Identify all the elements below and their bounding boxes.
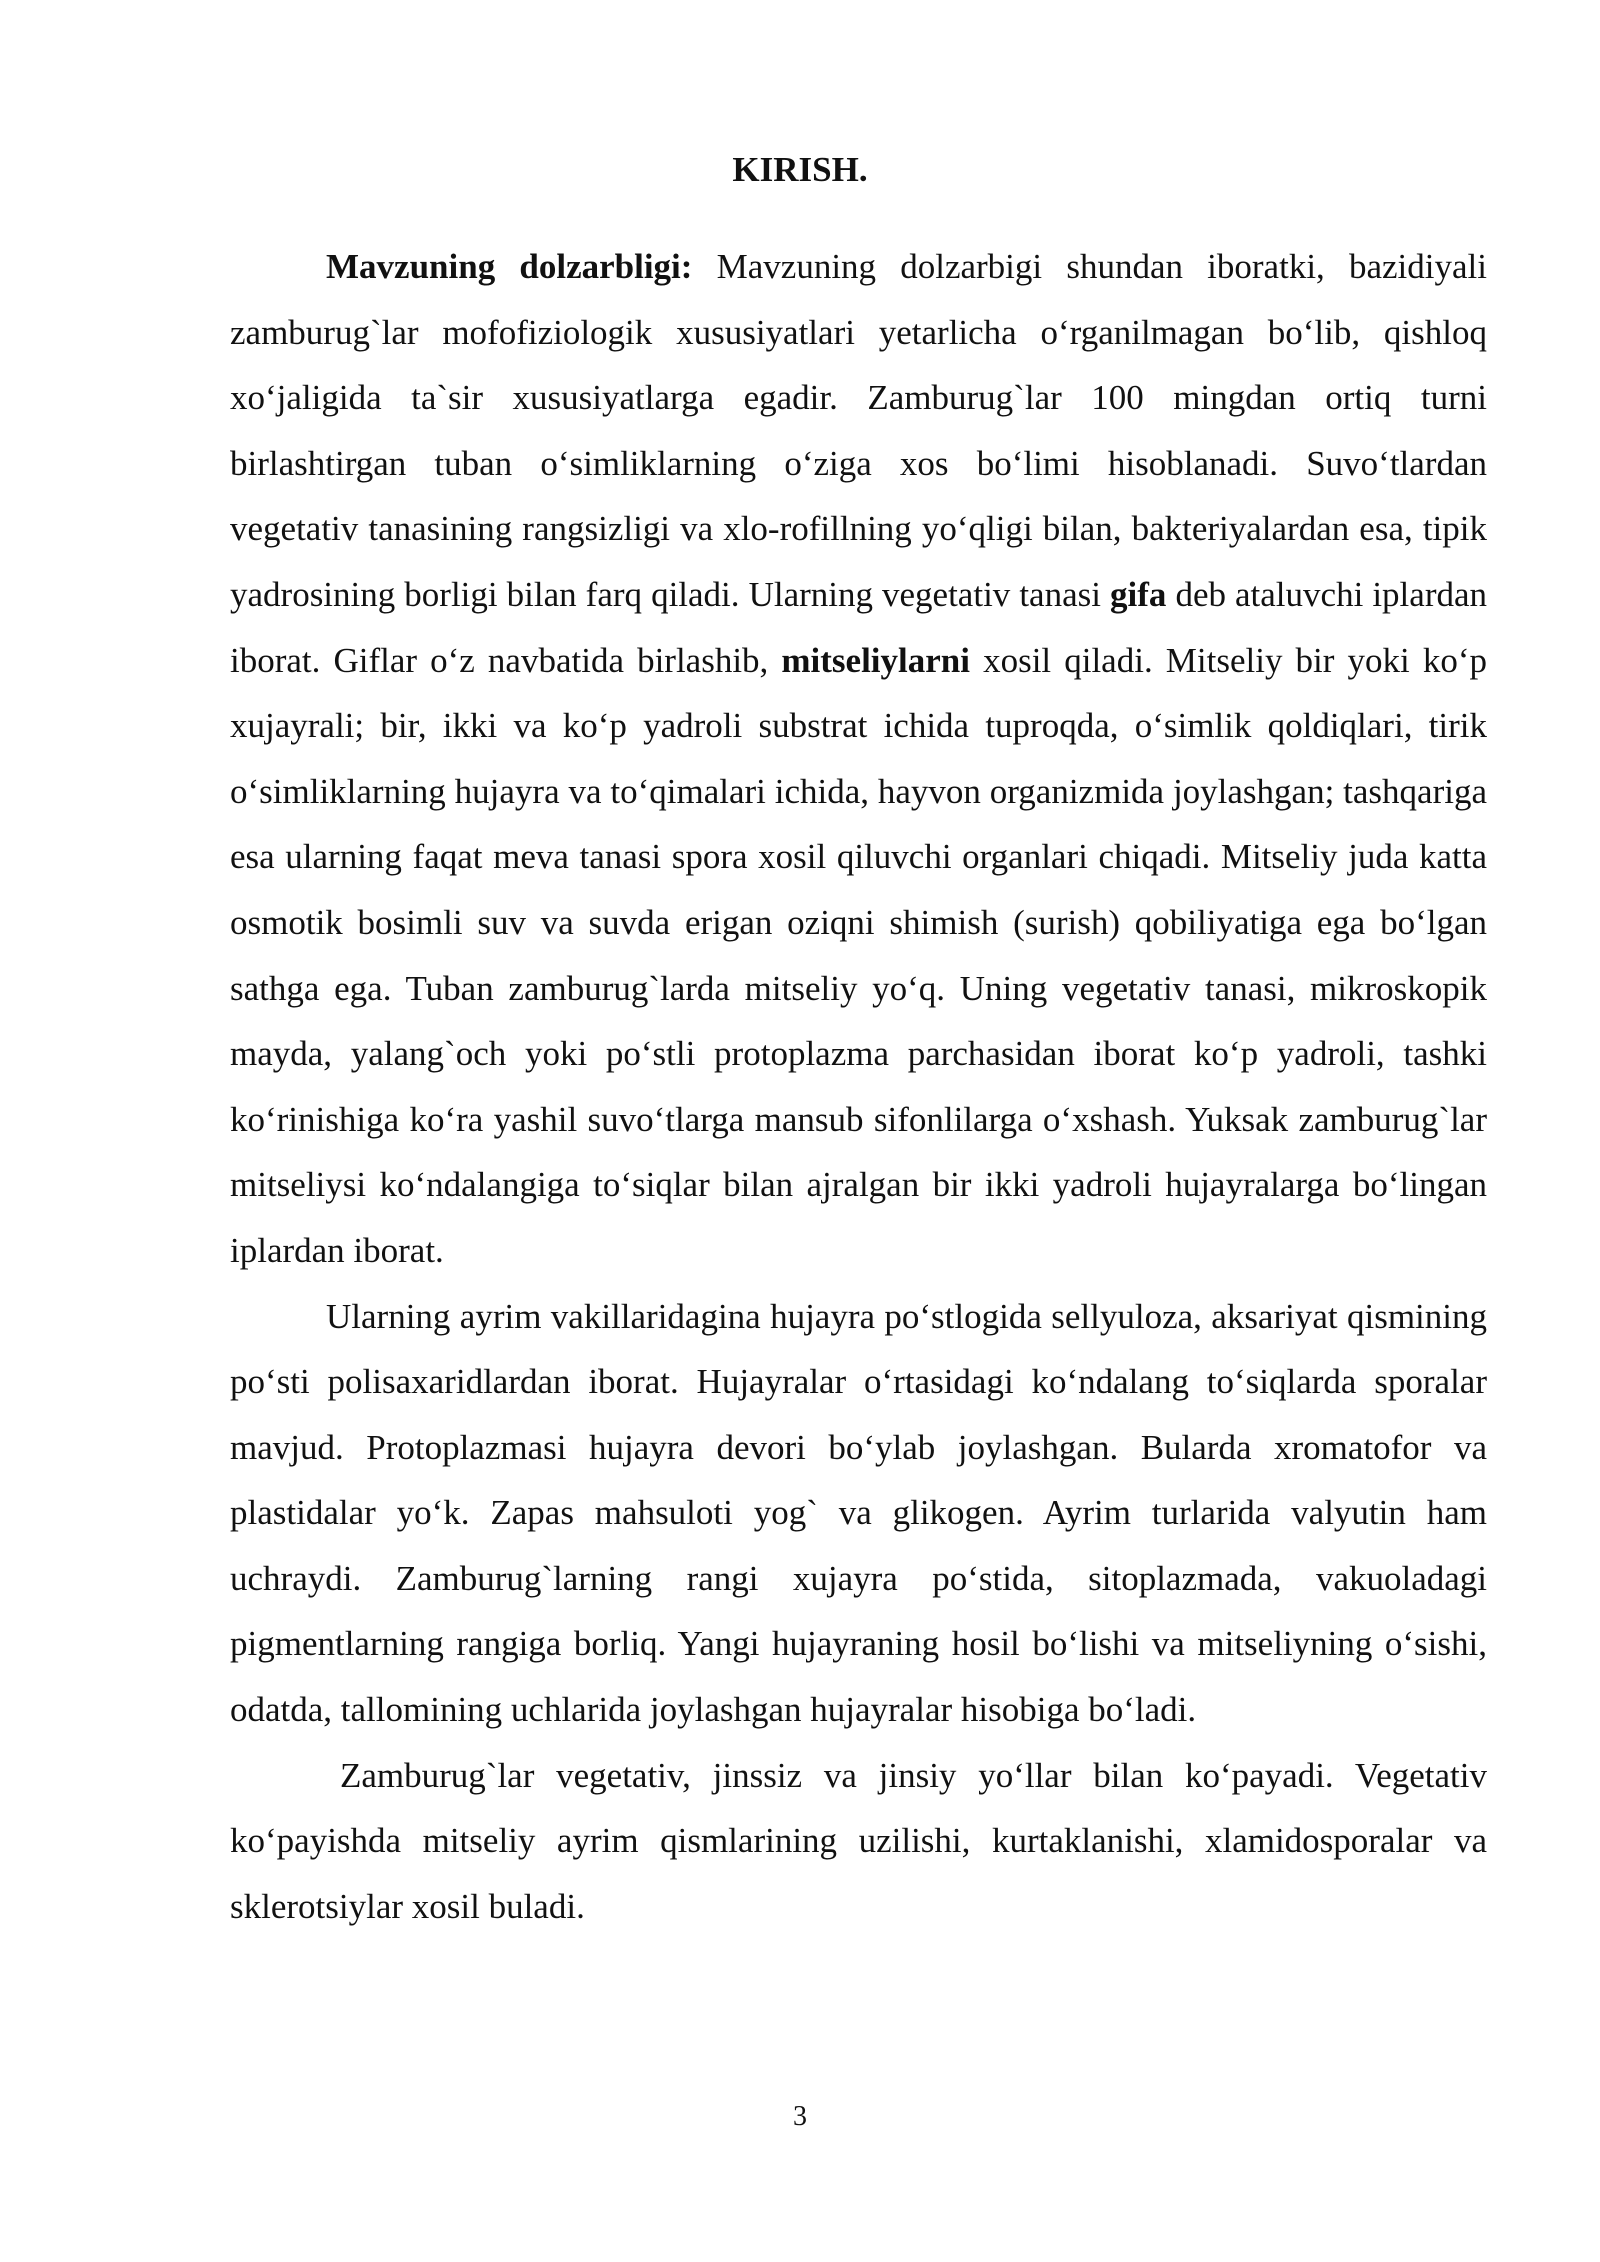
page-title: KIRISH. <box>732 150 868 189</box>
paragraph-hujayra: Ularning ayrim vakillaridagina hujayra po‘stlogida sellyuloza, aksariyat qismining po‘sti polisaxaridlardan iborat. Hujayralar o‘rtasidagi ko‘ndalang to‘siqlarda sporalar mavjud. Protoplazmasi hujayra devori bo‘ylab joylashgan. Bularda xromatofor va plastidalar yo‘k. Zapas mahsuloti yog` va glikogen. Ayrim turlarida valyutin ham uchraydi. Zamburug`larning rangi xujayra po‘stida, sitoplazmada, vakuoladagi pigmentlarning rangiga borliq. Yangi hujayraning hosil bo‘lishi va mitseliyning o‘sishi, odatda, tallomining uchlarida joylashgan hujayralar hisobiga bo‘ladi. <box>230 1296 1487 1730</box>
body-text <box>230 234 1487 1939</box>
paragraph-kopayish: Zamburug`lar vegetativ, jinssiz va jinsiy yo‘llar bilan ko‘payadi. Vegetativ ko‘payishda mitseliy ayrim qismlarining uzilishi, kurtaklanishi, xlamidosporalar va sklerotsiylar xosil buladi. <box>230 1755 1487 1926</box>
page-number: 3 <box>793 2101 807 2132</box>
paragraph-text-segment: deb ataluvchi iplardan iborat. Giflar o‘z navbatida birlashib, <box>230 574 1488 680</box>
term-mitseliylarni: mitseliylarni <box>781 640 970 680</box>
paragraph-text-segment: xosil qiladi. Mitseliy bir yoki ko‘p xujayrali; bir, ikki va ko‘p yadroli substrat ichida tuproqda, o‘simlik qoldiqlari, tirik o‘simliklarning hujayra va to‘qimalari ichida, hayvon organizmida joylashgan; tashqariga esa ularning faqat meva tanasi spora xosil qiluvchi organlari chiqadi. Mitseliy juda katta osmotik bosimli suv va suvda erigan oziqni shimish (surish) qobiliyatiga ega bo‘lgan sathga ega. Tuban zamburug`larda mitseliy yo‘q. Uning vegetativ tanasi, mikroskopik mayda, yalang`och yoki po‘stli protoplazma parchasidan iborat ko‘p yadroli, tashki ko‘rinishiga ko‘ra yashil suvo‘tlarga mansub sifonlilarga o‘xshash. Yuksak zamburug`lar mitseliysi ko‘ndalangiga to‘siqlar bilan ajralgan bir ikki yadroli hujayralarga bo‘lingan iplardan iborat. <box>230 640 1487 1270</box>
term-gifa: gifa <box>1110 574 1167 614</box>
paragraph-text-segment: Mavzuning dolzarbigi shundan iboratki, bazidiyali zamburug`lar mofofiziologik xususiyatlari yetarlicha o‘rganilmagan bo‘lib, qishloq xo‘jaligida ta`sir xususiyatlarga egadir. Zamburug`lar 100 mingdan ortiq turni birlashtirgan tuban o‘simliklarning o‘ziga xos bo‘limi hisoblanadi. Suvo‘tlardan vegetativ tanasining rangsizligi va xlo-rofillning yo‘qligi bilan, bakteriyalardan esa, tipik yadrosining borligi bilan farq qiladi. Ularning vegetativ tanasi <box>230 247 1487 614</box>
section-lead-label: Mavzuning dolzarbligi: <box>326 247 693 286</box>
paragraph-dolzarbligi <box>230 234 1487 1284</box>
